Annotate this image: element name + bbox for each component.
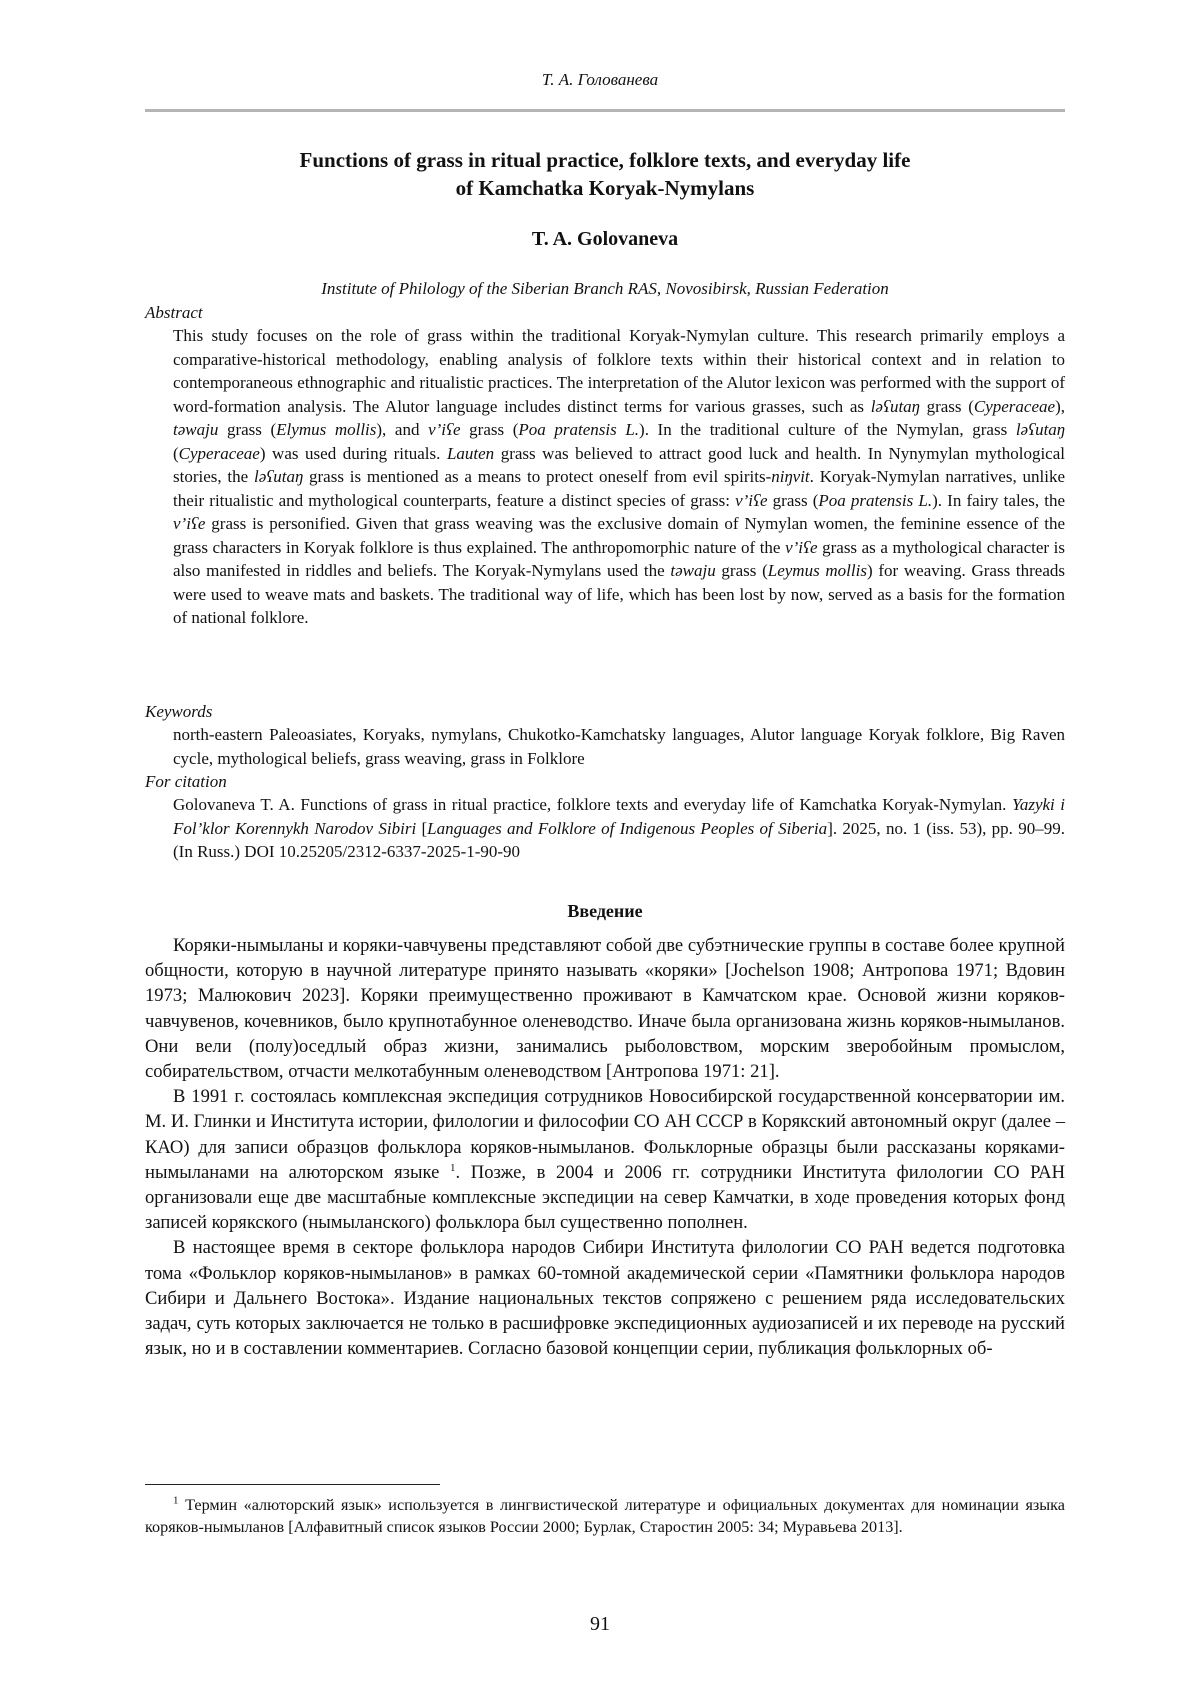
- abstract-text-run: This study focuses on the role of grass within the traditional Koryak-Nymylan culture. This research primarily employs a comparative-historical methodology, enabling analysis of folklore texts within their historical context and in relation to contemporaneous ethnographic and ritualistic practices. The interpretation of the Alutor lexicon was performed with the support of word-formation analysis. The Alutor language includes distinct terms for various grasses, such as: [173, 326, 1065, 416]
- footnote: [145, 1494, 1065, 1538]
- species-name: Cyperaceae: [973, 396, 1056, 416]
- species-name: Poa pratensis L.: [518, 420, 640, 439]
- abstract-text-run: ) was used during rituals.: [259, 443, 447, 463]
- section-heading: Введение: [567, 901, 643, 921]
- author-name: T. A. Golovaneva: [531, 228, 679, 250]
- abstract-text-run: ). In the traditional culture of the Nymylan, grass: [639, 420, 1016, 439]
- page-number: 91: [590, 1613, 610, 1635]
- alutor-term: v’iʕe: [173, 514, 206, 533]
- running-head: Т. А. Голованева: [541, 70, 659, 89]
- footnote-mark: 1: [173, 1494, 179, 1507]
- abstract-text-run: grass (: [767, 490, 819, 510]
- abstract-text-run: grass (: [460, 420, 519, 439]
- header-rule: [145, 109, 1065, 112]
- author-affiliation: Institute of Philology of the Siberian Branch RAS, Novosibirsk, Russian Federation: [321, 279, 889, 298]
- alutor-term: v’iʕe: [428, 420, 461, 439]
- species-name: Cyperaceae: [178, 443, 260, 463]
- abstract-text-run: ). In fairy tales, the: [932, 490, 1065, 510]
- abstract-text-run: grass is mentioned as a means to protect oneself from evil spirits-: [303, 467, 772, 486]
- citation-text: [173, 793, 1065, 864]
- footnote-reference[interactable]: 1: [449, 1161, 456, 1174]
- abstract-text-run: ) for weaving. Grass threads were used to weave mats and baskets. The traditional way of life, which has been lost by now, served as a basis for the formation of national folklore.: [173, 561, 1065, 627]
- abstract-text-run: grass as a mythological character is also manifested in riddles and beliefs. The Koryak-Nymylans used the: [173, 537, 1065, 580]
- abstract-text-run: ),: [1055, 396, 1065, 416]
- alutor-term: təwaju: [670, 561, 716, 580]
- alutor-term: ləʕutaŋ: [870, 396, 920, 416]
- alutor-term: niŋvit: [771, 467, 810, 486]
- body-text-run: В 1991 г. состоялась комплексная экспедиция сотрудников Новосибирской государственной консерватории им. М. И. Глинки и Института истории, филологии и философии СО АН СССР в Корякский автономный округ (далее – КАО) для записи образцов фольклора коряков-нымыланов. Фольклорные образцы были рассказаны коряками-нымыланами на алюторском языке: [145, 1086, 1065, 1183]
- citation-text-run: [: [416, 818, 428, 838]
- species-name: Leymus mollis: [767, 561, 867, 580]
- keywords-section: [145, 700, 1065, 770]
- body-paragraph: В настоящее время в секторе фольклора народов Сибири Института филологии СО РАН ведется подготовка тома «Фольклор коряков-нымыланов» в рамках 60-томной академической серии «Памятники фольклора народов Сибири и Дальнего Востока». Издание национальных текстов сопряжено с решением ряда исследовательских задач, суть которых заключается не только в расшифровке экспедиционных аудиозаписей и их переводе на русский язык, но и в составлении комментариев. Согласно базовой концепции серии, публикация фольклорных об-: [145, 1237, 1065, 1360]
- alutor-term: ləʕutaŋ: [1015, 420, 1065, 439]
- article-title: [145, 146, 1065, 202]
- abstract-text-run: grass was believed to attract good luck and health. In Nynymylan mythological stories, the: [173, 443, 1065, 486]
- abstract-text-run: grass (: [715, 561, 768, 580]
- citation-text-run: ]. 2025, no. 1 (iss. 53), pp. 90–99. (In Russ.) DOI 10.25205/2312-6337-2025-1-90-90: [173, 818, 1065, 861]
- species-name: Poa pratensis L.: [818, 490, 933, 510]
- abstract-label: Abstract: [145, 303, 203, 322]
- abstract-section: [145, 301, 1065, 630]
- abstract-text-run: ), and: [376, 420, 429, 439]
- alutor-term: ləʕutaŋ: [254, 467, 304, 486]
- keywords-text: north-eastern Paleoasiates, Koryaks, nymylans, Chukotko-Kamchatsky languages, Alutor language Koryak folklore, Big Raven cycle, mythological beliefs, grass weaving, grass in Folklore: [173, 725, 1065, 768]
- citation-text-run: Golovaneva T. A. Functions of grass in ritual practice, folklore texts and everyday life of Kamchatka Koryak-Nymylan.: [173, 795, 1012, 814]
- footnote-rule: [145, 1484, 440, 1485]
- alutor-term: təwaju: [173, 420, 219, 439]
- abstract-text-run: (: [173, 443, 179, 463]
- citation-label: For citation: [145, 772, 227, 791]
- body-text-run: . Позже, в 2004 и 2006 гг. сотрудники Института филологии СО РАН организовали еще две масштабные комплексные экспедиции на север Камчатки, в ходе проведения которых фонд записей корякского (нымыланского) фольклора был существенно пополнен.: [145, 1161, 1065, 1234]
- footnote-text: Термин «алюторский язык» используется в лингвистической литературе и официальных документах для номинации языка коряков-нымыланов [Алфавитный список языков России 2000; Бурлак, Старостин 2005: 34; Муравьева 2013].: [145, 1496, 1065, 1536]
- citation-section: [145, 770, 1065, 864]
- body-text: [145, 933, 1065, 1361]
- article-title-line-1: Functions of grass in ritual practice, folklore texts, and everyday life: [299, 148, 911, 172]
- alutor-term: Lauten: [446, 443, 495, 463]
- species-name: Elymus mollis: [276, 420, 377, 439]
- body-paragraph: Коряки-нымыланы и коряки-чавчувены представляют собой две субэтнические группы в составе более крупной общности, которую в научной литературе принято называть «коряки» [Jochelson 1908; Антропова 1971; Вдовин 1973; Малюкович 2023]. Коряки преимущественно проживают в Камчатском крае. Основой жизни коряков-чавчувенов, кочевников, было крупнотабунное оленеводство. Иначе была организована жизнь коряков-нымыланов. Они вели (полу)оседлый образ жизни, занимались рыболовством, морским зверобойным промыслом, собирательством, отчасти мелкотабунным оленеводством [Антропова 1971: 21].: [145, 935, 1065, 1083]
- abstract-text: [173, 324, 1065, 630]
- footnote-paragraph: [145, 1494, 1065, 1538]
- abstract-text-run: grass (: [919, 396, 974, 416]
- abstract-text-run: grass is personified. Given that grass weaving was the exclusive domain of Nymylan women, the feminine essence of the grass characters in Koryak folklore is thus explained. The anthropomorphic nature of the: [173, 514, 1065, 557]
- journal-title-translation: Languages and Folklore of Indigenous Peoples of Siberia: [427, 818, 828, 838]
- alutor-term: v’iʕe: [785, 537, 818, 557]
- abstract-text-run: grass (: [218, 420, 277, 439]
- body-paragraph: [145, 1084, 1065, 1235]
- journal-title: Yazyki i Fol’klor Korennykh Narodov Sibiri: [173, 795, 1065, 838]
- article-title-line-2: of Kamchatka Koryak-Nymylans: [455, 176, 755, 200]
- keywords-label: Keywords: [145, 702, 213, 721]
- alutor-term: v’iʕe: [735, 490, 768, 510]
- abstract-text-run: . Koryak-Nymylan narratives, unlike their ritualistic and mythological counterparts, feature a distinct species of grass:: [173, 467, 1065, 510]
